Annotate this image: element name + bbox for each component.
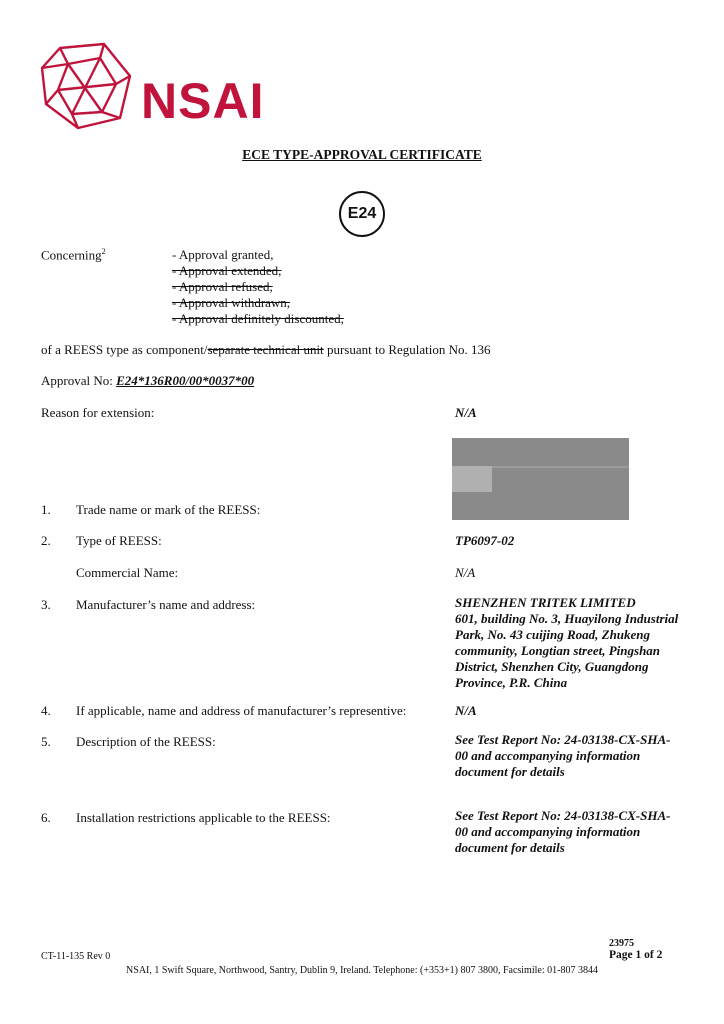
approval-number: Approval No: E24*136R00/00*0037*00 (41, 373, 255, 388)
item-number: 6. (41, 810, 51, 825)
item-label: Manufacturer’s name and address: (76, 597, 256, 612)
logo-wordmark: NSAI (141, 73, 265, 129)
item-label: Description of the REESS: (76, 734, 216, 749)
item-label: Trade name or mark of the REESS: (76, 502, 261, 517)
concerning-item-refused: - Approval refused, (172, 279, 273, 294)
item-number: 2. (41, 533, 51, 548)
concerning-item-withdrawn: - Approval withdrawn, (172, 295, 291, 310)
item-number: 3. (41, 597, 51, 612)
item-value: N/A (455, 565, 476, 580)
footer-doc-code: CT-11-135 Rev 0 (41, 951, 111, 962)
manufacturer-name: SHENZHEN TRITEK LIMITED (455, 595, 636, 610)
redacted-logo-image (452, 438, 629, 520)
item-label: Type of REESS: (76, 533, 162, 548)
footer-address: NSAI, 1 Swift Square, Northwood, Santry, Dublin 9, Ireland. Telephone: (+353+1) 807 3800, Facsimile: 01-807 3844 (126, 965, 598, 976)
footer-ref: 23975 (609, 938, 634, 949)
certificate-title: ECE TYPE-APPROVAL CERTIFICATE (242, 147, 482, 162)
item-value: See Test Report No: 24-03138-CX-SHA-00 and accompanying information document for details (455, 808, 671, 855)
reason-label: Reason for extension: (41, 405, 155, 420)
reason-value: N/A (455, 405, 477, 420)
item-value: N/A (455, 703, 477, 718)
concerning-label: Concerning$^2$ (41, 247, 106, 263)
item-label: Installation restrictions applicable to the REESS: (76, 810, 331, 825)
item-value: See Test Report No: 24-03138-CX-SHA-00 and accompanying information document for details (455, 732, 671, 779)
footer-page-number: Page 1 of 2 (609, 949, 663, 961)
item-label: If applicable, name and address of manufacturer’s representive: (76, 703, 407, 718)
nsai-logo (38, 42, 278, 132)
e-mark-badge: E24 (339, 191, 385, 237)
item-label: Commercial Name: (76, 565, 179, 580)
manufacturer-street: 601, building No. 3, Huayilong Industrial Park, No. 43 cuijing Road, Zhukeng community, Longtian street, Pingshan District, Shenzhen City, Guangdong Province, P.R. China (455, 611, 679, 690)
nsai-logo-mark (38, 42, 138, 132)
item-number: 1. (41, 502, 51, 517)
item-value: TP6097-02 (455, 533, 515, 548)
concerning-item-extended: - Approval extended, (172, 263, 282, 278)
manufacturer-address (455, 595, 695, 691)
item-number: 5. (41, 734, 51, 749)
concerning-item-granted: - Approval granted, (172, 247, 274, 262)
reess-type-statement: of a REESS type as component/separate technical unit pursuant to Regulation No. 136 (41, 342, 491, 357)
concerning-item-discounted: - Approval definitely discounted, (172, 311, 344, 326)
item-number: 4. (41, 703, 51, 718)
